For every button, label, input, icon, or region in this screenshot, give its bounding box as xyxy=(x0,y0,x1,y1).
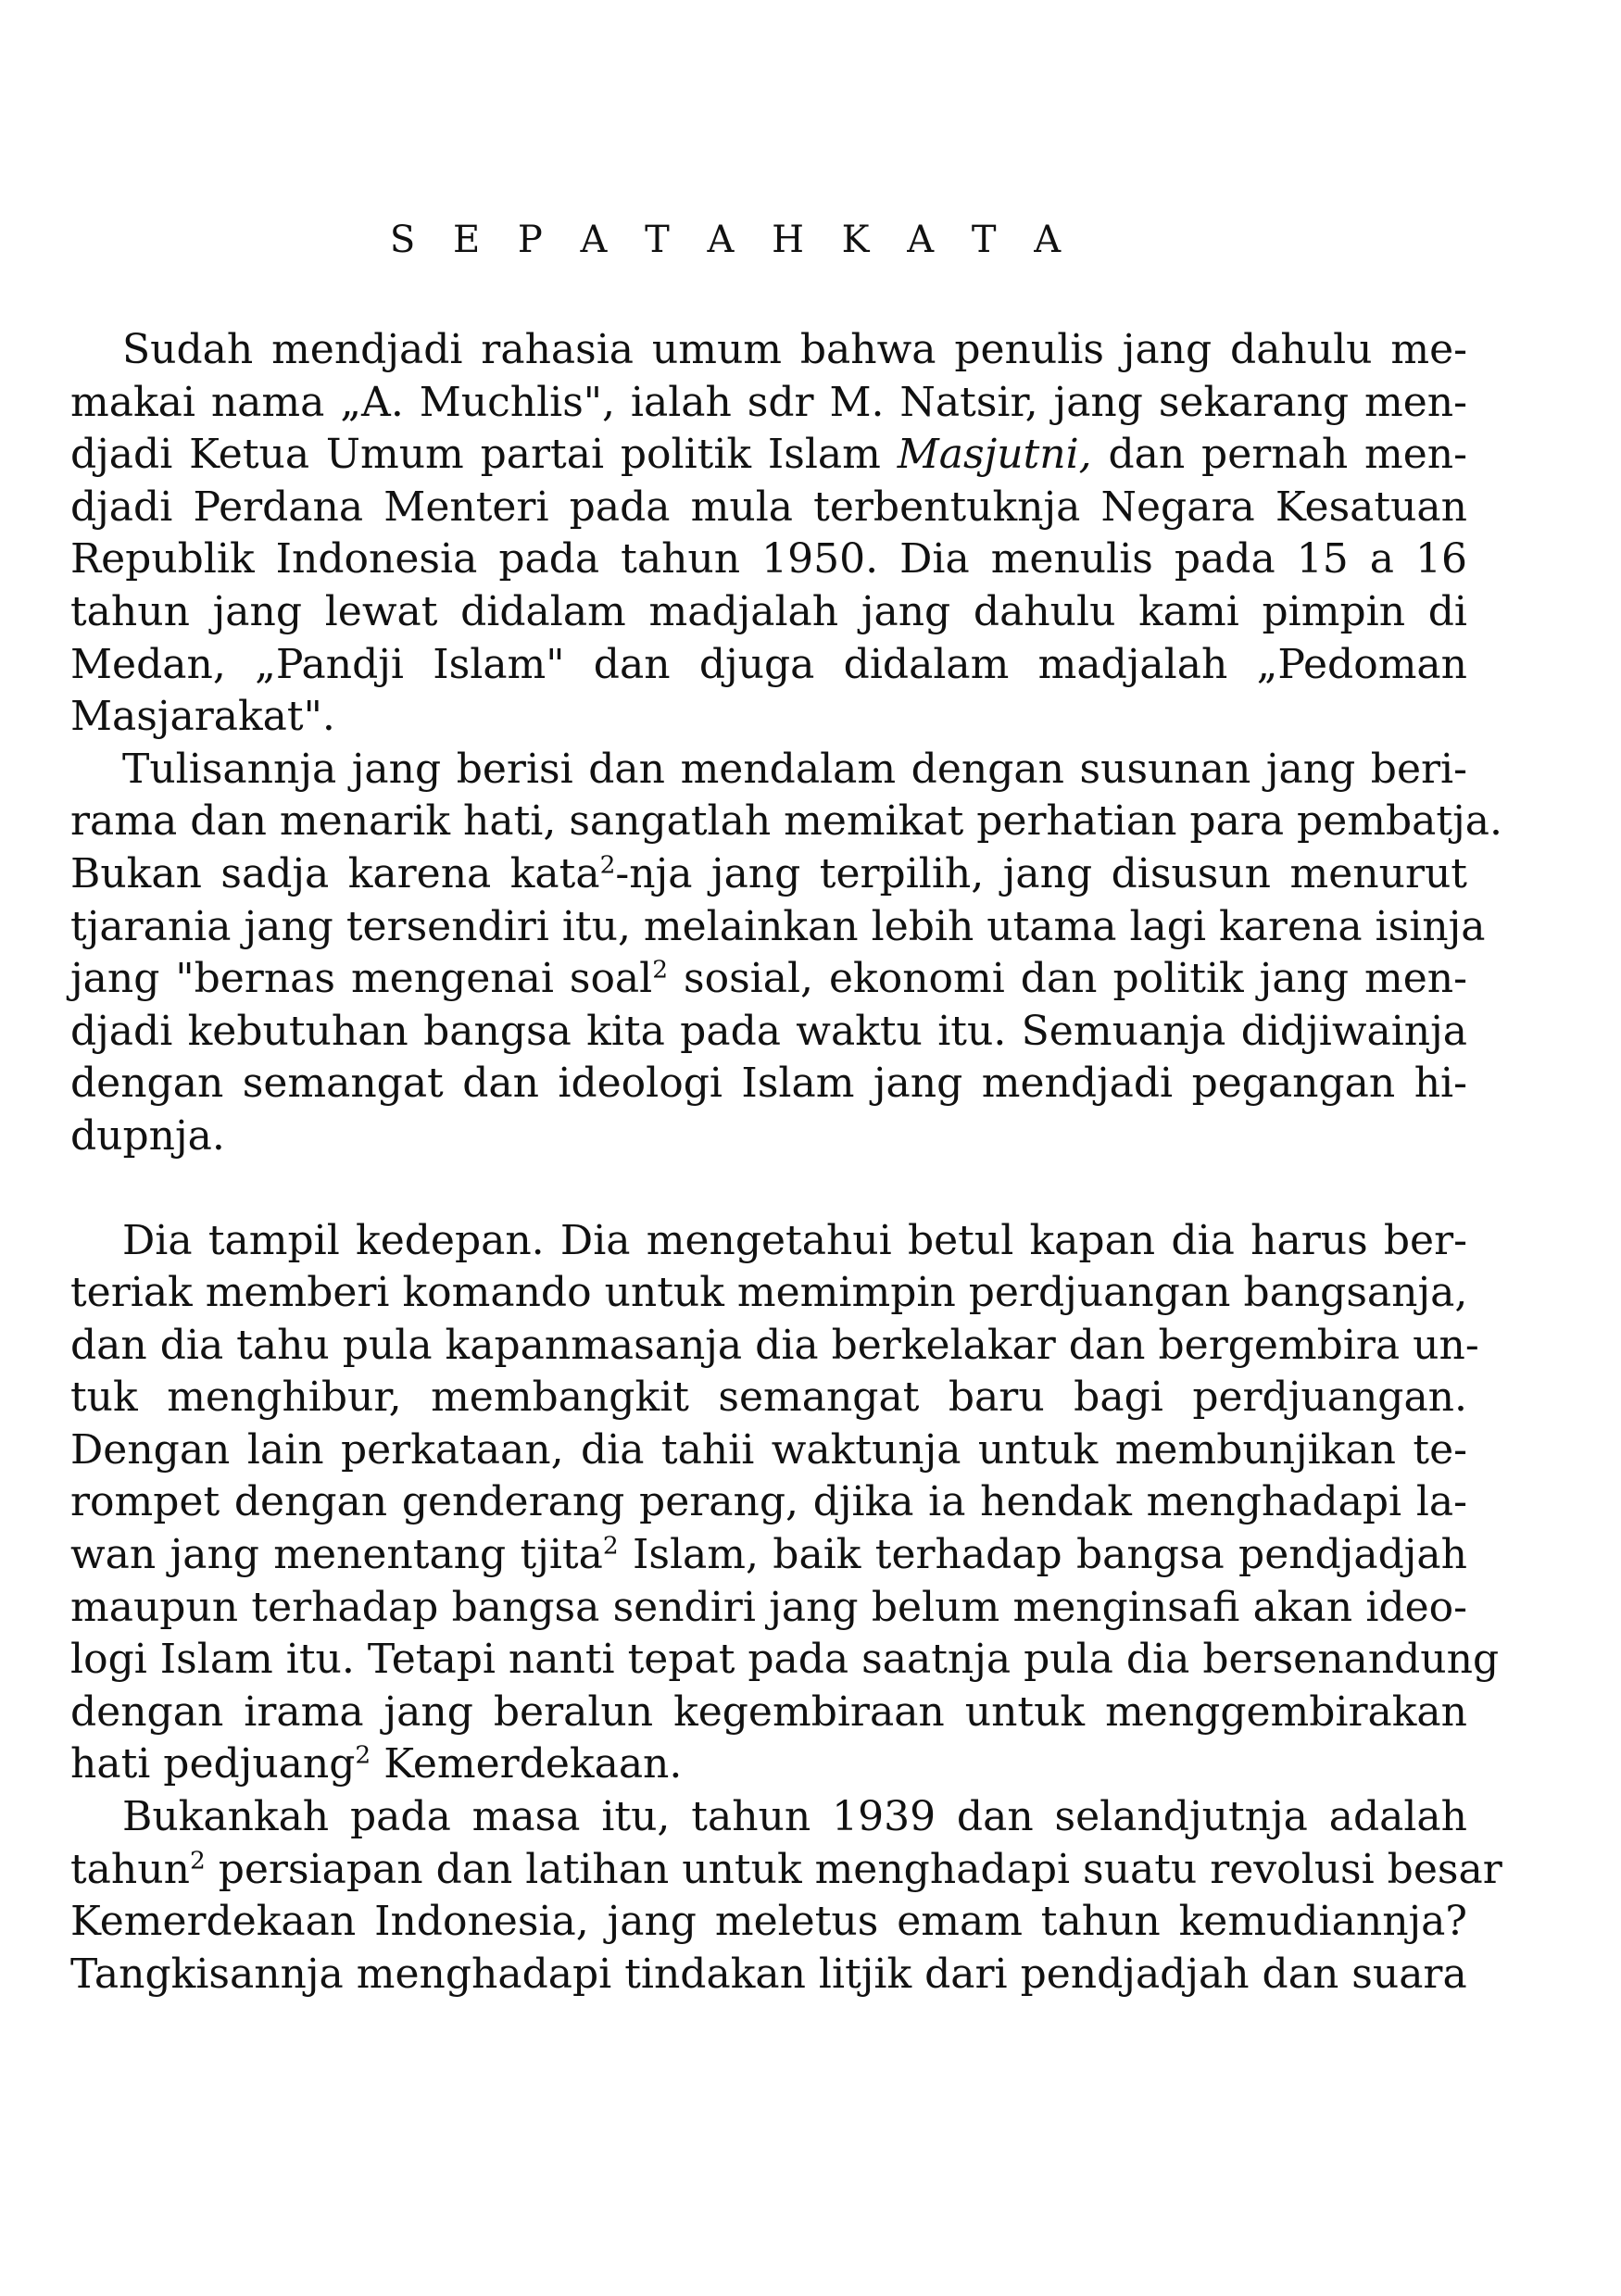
text-line: djadi Perdana Menteri pada mula terbentuknja Negara Kesatuan xyxy=(70,483,1467,531)
text-line: logi Islam itu. Tetapi nanti tepat pada saatnja pula dia bersenandung xyxy=(70,1636,1500,1684)
paragraph-gap xyxy=(70,1163,1467,1215)
text-line: wan jang menentang tjita$^2$ Islam, baik terhadap bangsa pendjadjah xyxy=(70,1531,1468,1579)
text-line: Tangkisannja menghadapi tindakan litjik dari pendjadjah dan suara xyxy=(70,1950,1467,1998)
text-line: djadi kebutuhan bangsa kita pada waktu itu. Semuanja didjiwainja xyxy=(70,1007,1467,1055)
text-line: Republik Indonesia pada tahun 1950. Dia menulis pada 15 a 16 xyxy=(70,535,1467,583)
text-line: Sudah mendjadi rahasia umum bahwa penulis jang dahulu me- xyxy=(122,326,1467,373)
text-line: teriak memberi komando untuk memimpin perdjuangan bangsanja, xyxy=(70,1269,1468,1317)
text-line: maupun terhadap bangsa sendiri jang belum menginsafi akan ideo- xyxy=(70,1583,1467,1631)
text-line: Bukankah pada masa itu, tahun 1939 dan selandjutnja adalah xyxy=(122,1793,1467,1841)
paragraph-2 xyxy=(70,744,1502,1163)
text-line: jang "bernas mengenai soal$^2$ sosial, ekonomi dan politik jang men- xyxy=(70,955,1467,1003)
text-line: tahun jang lewat didalam madjalah jang dahulu kami pimpin di xyxy=(70,587,1467,635)
text-line: tjarania jang tersendiri itu, melainkan lebih utama lagi karena isinja xyxy=(70,902,1486,950)
text-line: hati pedjuang$^2$ Kemerdekaan. xyxy=(70,1740,683,1788)
text-line: rompet dengan genderang perang, djika ia hendak menghadapi la- xyxy=(70,1478,1467,1526)
text-line: Dengan lain perkataan, dia tahii waktunja untuk membunjikan te- xyxy=(70,1425,1467,1474)
text-line: dengan semangat dan ideologi Islam jang mendjadi pegangan hi- xyxy=(70,1060,1467,1108)
text-line: makai nama „A. Muchlis", ialah sdr M. Natsir, jang sekarang men- xyxy=(70,378,1467,426)
page-title: S E P A T A H K A T A xyxy=(389,219,1074,261)
text-line: tuk menghibur, membangkit semangat baru bagi perdjuangan. xyxy=(70,1374,1467,1422)
body-text xyxy=(70,324,1502,2001)
text-line: Tulisannja jang berisi dan mendalam dengan susunan jang beri- xyxy=(122,745,1467,793)
text-line: djadi Ketua Umum partai politik Islam Masjutni, dan pernah men- xyxy=(70,431,1467,479)
text-line: rama dan menarik hati, sangatlah memikat perhatian para pembatja. xyxy=(70,797,1502,846)
paragraph-4 xyxy=(70,1791,1502,2001)
text-line: Medan, „Pandji Islam" dan djuga didalam madjalah „Pedoman xyxy=(70,640,1467,688)
text-line: dengan irama jang beralun kegembiraan untuk menggembirakan xyxy=(70,1687,1467,1736)
paragraph-1 xyxy=(70,324,1467,744)
text-line: Bukan sadja karena kata$^2$-nja jang terpilih, jang disusun menurut xyxy=(70,849,1467,897)
paragraph-3 xyxy=(70,1215,1500,1792)
text-line: Kemerdekaan Indonesia, jang meletus emam tahun kemudiannja? xyxy=(70,1898,1467,1946)
text-line: Dia tampil kedepan. Dia mengetahui betul kapan dia harus ber- xyxy=(122,1216,1467,1264)
text-line: dan dia tahu pula kapanmasanja dia berkelakar dan bergembira un- xyxy=(70,1321,1479,1369)
text-line: dupnja. xyxy=(70,1111,225,1160)
text-line: tahun$^2$ persiapan dan latihan untuk menghadapi suatu revolusi besar xyxy=(70,1845,1502,1893)
text-line: Masjarakat". xyxy=(70,693,335,741)
